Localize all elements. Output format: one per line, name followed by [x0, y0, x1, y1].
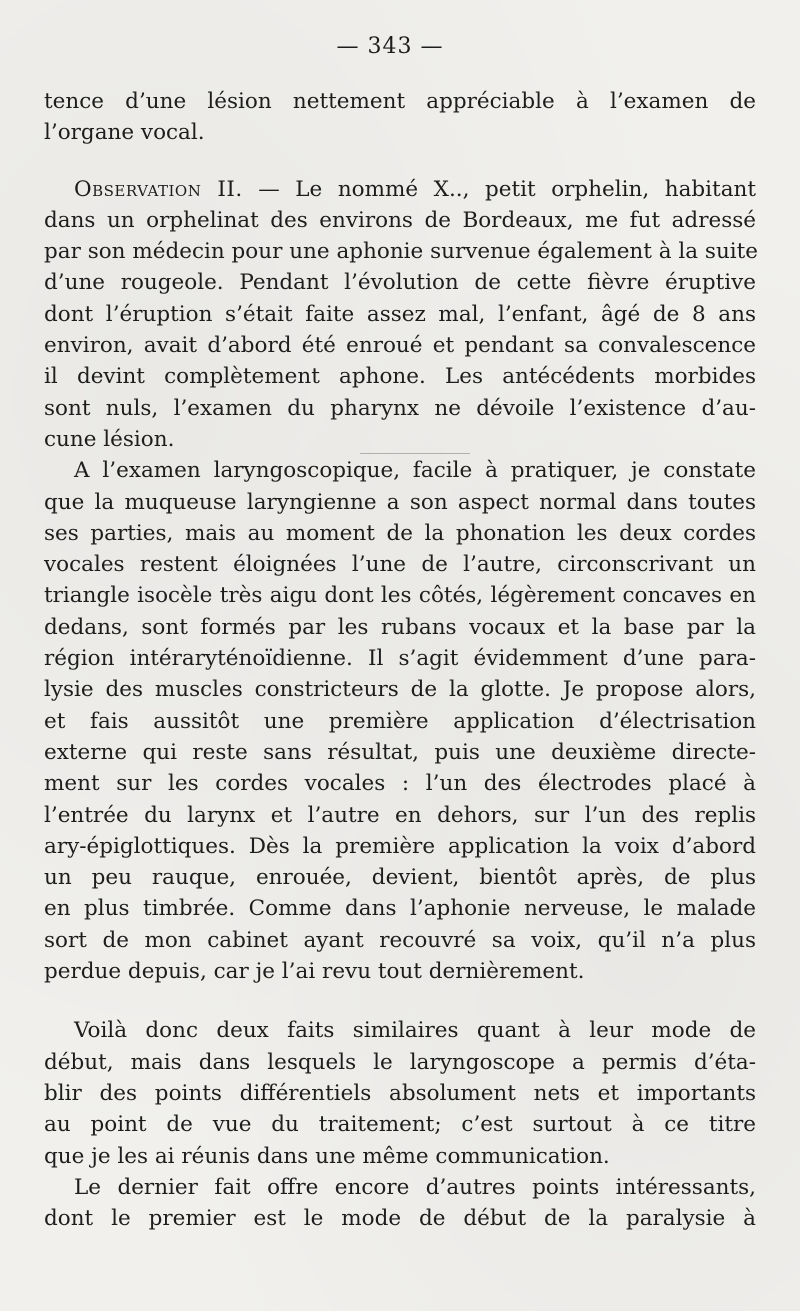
text-line: région intéraryténoïdienne. Il s’agit évidemment d’une para- [44, 646, 756, 672]
text-line: d’une rougeole. Pendant l’évolution de cette fièvre éruptive [44, 270, 756, 296]
text-line: ary-épiglottiques. Dès la première application la voix d’abord [44, 833, 756, 859]
text-line: dans un orphelinat des environs de Bordeaux, me fut adressé [44, 207, 756, 233]
paragraph-laryngoscopic-exam [44, 455, 756, 987]
text-line: tence d’une lésion nettement appréciable à l’examen de [44, 89, 756, 114]
text-line: Voilà donc deux faits similaires quant à leur mode de [74, 1018, 756, 1044]
paragraph-observation-ii [44, 174, 759, 456]
text-line: en plus timbrée. Comme dans l’aphonie nerveuse, le malade [44, 896, 756, 922]
text-line: par son médecin pour une aphonie survenue également à la suite [44, 239, 759, 265]
text-line: dedans, sont formés par les rubans vocaux et la base par la [44, 614, 756, 640]
text-line: sont nuls, l’examen du pharynx ne dévoile l’existence d’au- [44, 395, 756, 421]
text-line: externe qui reste sans résultat, puis une deuxième directe- [44, 739, 756, 765]
text-line: ment sur les cordes vocales : l’un des électrodes placé à [44, 771, 756, 797]
paragraph-gap [44, 987, 756, 1015]
page-number: — 343 — [336, 34, 444, 59]
text-line: début, mais dans lesquels le laryngoscope a permis d’éta- [44, 1049, 756, 1075]
text-line: cune lésion. [44, 426, 175, 452]
text-line: sort de mon cabinet ayant recouvré sa voix, qu’il n’a plus [44, 927, 756, 953]
text-line: perdue depuis, car je l’ai revu tout dernièrement. [44, 959, 585, 985]
paragraph-last-case [44, 1172, 756, 1235]
observation-heading: Observation II. [74, 176, 243, 202]
text-line: ses parties, mais au moment de la phonation les deux cordes [44, 520, 756, 546]
text-line: lysie des muscles constricteurs de la glotte. Je propose alors, [44, 677, 756, 703]
paragraph-gap [44, 149, 756, 174]
text-line: triangle isocèle très aigu dont les côtés, légèrement concaves en [44, 583, 756, 609]
text-line: dont le premier est le mode de début de la paralysie à [44, 1206, 756, 1232]
text-run: — Le nommé X.., petit orphelin, habitant [242, 176, 756, 202]
text-line: que la muqueuse laryngienne a son aspect normal dans toutes [44, 489, 756, 515]
text-line: l’entrée du larynx et l’autre en dehors, sur l’un des replis [44, 802, 756, 828]
paragraph-conclusion [44, 1015, 756, 1171]
text-line: environ, avait d’abord été enroué et pendant sa convalescence [44, 333, 756, 359]
text-line: que je les ai réunis dans une même communication. [44, 1143, 610, 1169]
text-line: au point de vue du traitement; c’est surtout à ce titre [44, 1112, 756, 1138]
text-line: Le dernier fait offre encore d’autres points intéressants, [74, 1174, 756, 1200]
text-line: et fais aussitôt une première application d’électrisation [44, 708, 756, 734]
text-line: l’organe vocal. [44, 120, 205, 146]
text-line: blir des points différentiels absolument nets et importants [44, 1080, 756, 1106]
text-line: un peu rauque, enrouée, devient, bientôt après, de plus [44, 865, 756, 891]
text-line: dont l’éruption s’était faite assez mal, l’enfant, âgé de 8 ans [44, 301, 756, 327]
body-text [44, 86, 759, 1234]
text-line: il devint complètement aphone. Les antécédents morbides [44, 364, 756, 390]
text-line [44, 174, 756, 205]
text-line: vocales restent éloignées l’une de l’autre, circonscrivant un [44, 552, 756, 578]
text-line: A l’examen laryngoscopique, facile à pratiquer, je constate [74, 458, 756, 484]
paragraph-continuation [44, 86, 756, 149]
